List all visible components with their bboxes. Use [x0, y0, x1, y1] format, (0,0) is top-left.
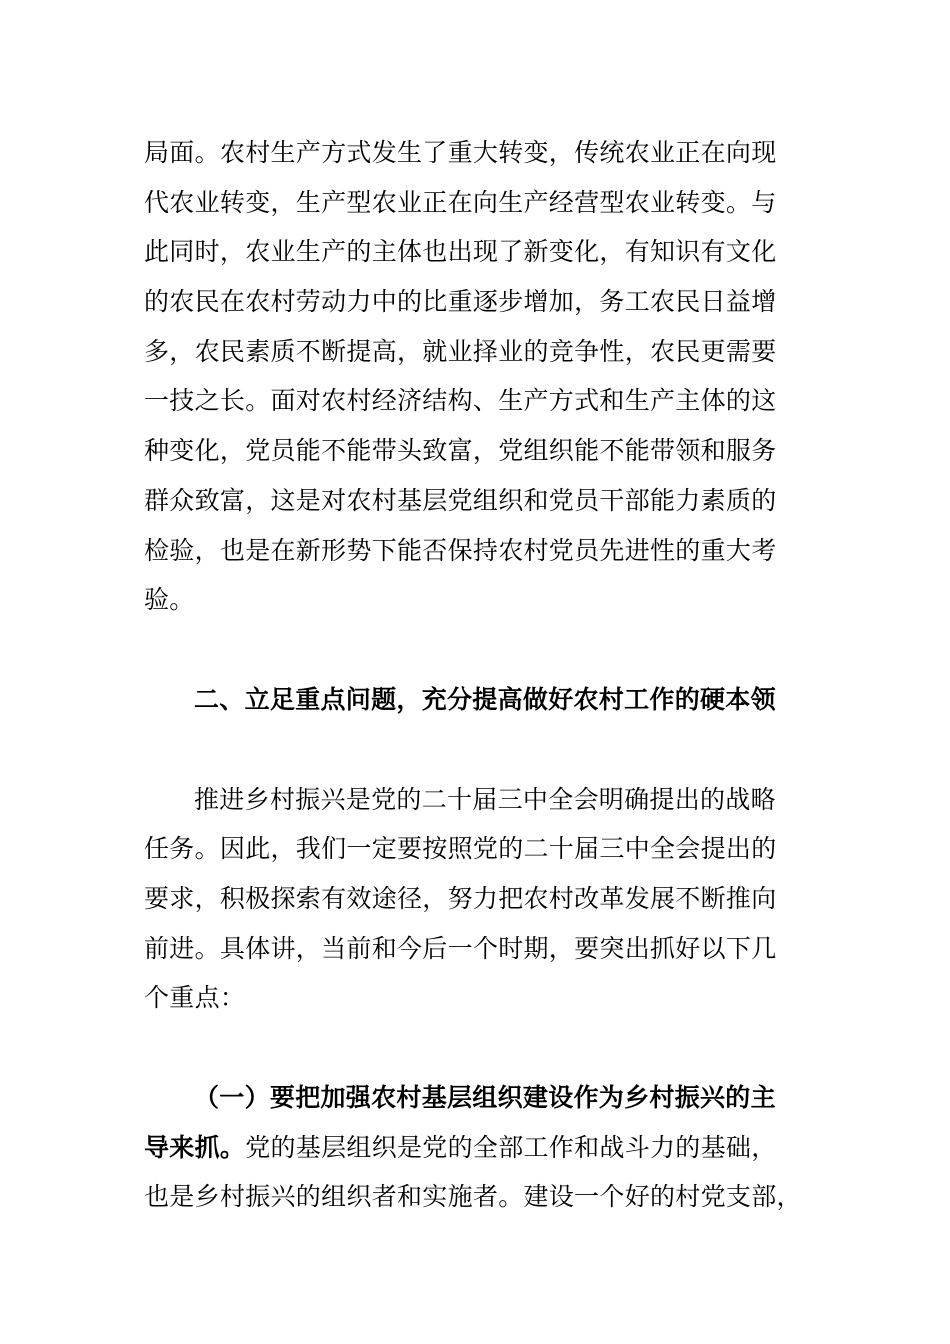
text-line: 任务。因此，我们一定要按照党的二十届三中全会提出的 [144, 834, 777, 864]
paragraph-grassroots-organization [144, 1073, 802, 1222]
text-line: 此同时，农业生产的主体也出现了新变化，有知识有文化 [144, 237, 777, 267]
text-line: 群众致富，这是对农村基层党组织和党员干部能力素质的 [144, 485, 777, 515]
paragraph-rural-change [144, 128, 794, 625]
text-line: 多，农民素质不断提高，就业择业的竞争性，农民更需要 [144, 336, 777, 366]
text-line: 局面。农村生产方式发生了重大转变，传统农业正在向现 [144, 138, 777, 167]
paragraph-spacing [144, 1023, 794, 1073]
text-line: 一技之长。面对农村经济结构、生产方式和生产主体的这 [144, 386, 777, 416]
text-span: 党的基层组织是党的全部工作和战斗力的基础， [245, 1132, 777, 1162]
subheading-tail: 导来抓。 [144, 1132, 246, 1162]
text-line [144, 1123, 794, 1173]
text-line: 的农民在农村劳动力中的比重逐步增加，务工农民日益增 [144, 287, 777, 317]
text-line: 推进乡村振兴是党的二十届三中全会明确提出的战略 [194, 784, 776, 814]
subheading-line: （一）要把加强农村基层组织建设作为乡村振兴的主 [194, 1083, 776, 1112]
section-heading: 二、立足重点问题，充分提高做好农村工作的硬本领 [194, 684, 776, 714]
text-line: 前进。具体讲，当前和今后一个时期，要突出抓好以下几 [144, 933, 777, 963]
paragraph-spacing [144, 725, 794, 775]
paragraph-spacing [144, 625, 794, 675]
text-line: 验。 [144, 585, 195, 615]
text-line: 要求，积极探索有效途径，努力把农村改革发展不断推向 [144, 883, 777, 913]
text-line: 种变化，党员能不能带头致富，党组织能不能带领和服务 [144, 436, 777, 466]
text-line: 个重点： [144, 983, 246, 1013]
text-line: 代农业转变，生产型农业正在向生产经营型农业转变。与 [144, 187, 777, 217]
text-line: 也是乡村振兴的组织者和实施者。建设一个好的村党支部， [144, 1182, 802, 1212]
document-page [144, 128, 802, 1222]
paragraph-rural-revitalization [144, 775, 794, 1023]
text-line: 检验，也是在新形势下能否保持农村党员先进性的重大考 [144, 535, 777, 565]
